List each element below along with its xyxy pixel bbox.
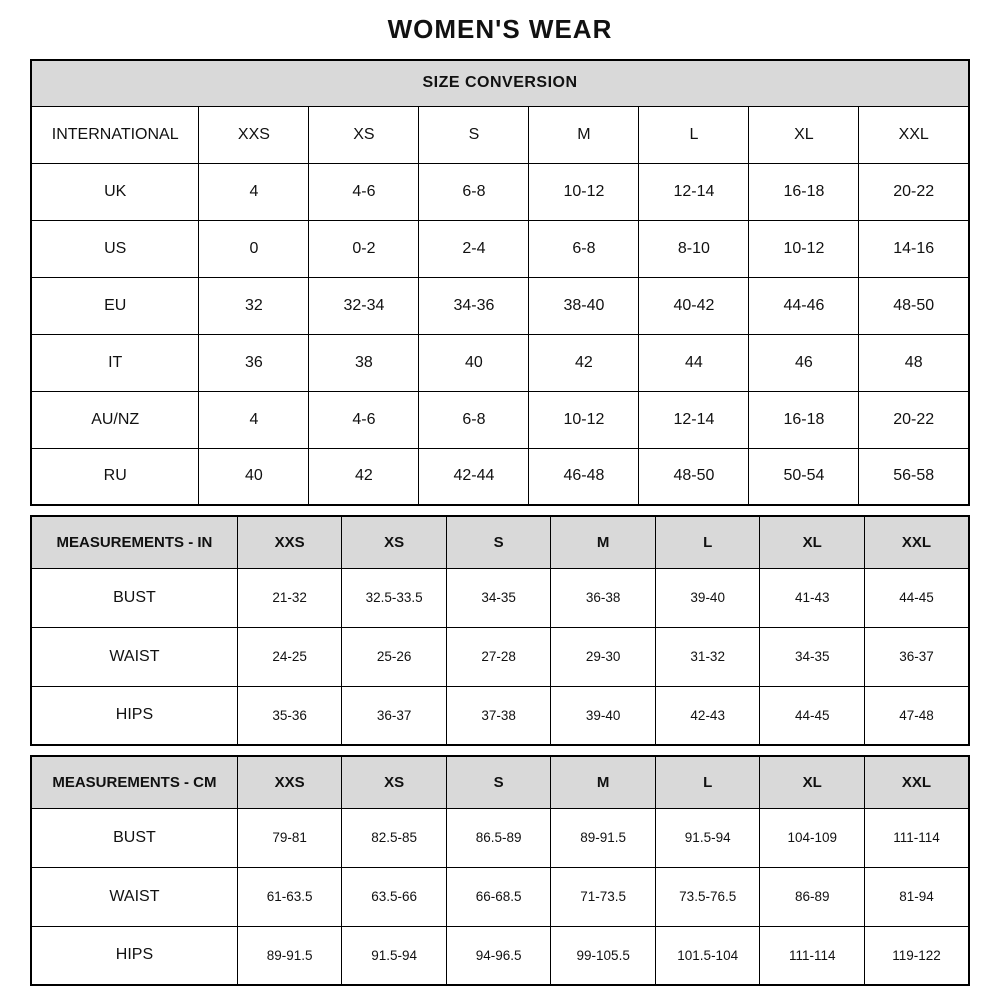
measurements-cm-title: MEASUREMENTS - CM <box>31 756 237 808</box>
table-row-waist-in <box>31 627 969 686</box>
table-row-ru <box>31 448 969 505</box>
measure-cell: 44-45 <box>760 686 865 745</box>
row-label: HIPS <box>31 926 237 985</box>
header-cell: INTERNATIONAL <box>31 106 199 163</box>
row-label: WAIST <box>31 867 237 926</box>
table-row-us <box>31 220 969 277</box>
measure-cell: 104-109 <box>760 808 865 867</box>
table-header-row <box>31 516 969 568</box>
measure-cell: 63.5-66 <box>342 867 447 926</box>
table-row-uk <box>31 163 969 220</box>
size-cell: 12-14 <box>639 391 749 448</box>
measurements-in-table <box>30 515 970 746</box>
table-header-row <box>31 106 969 163</box>
measure-cell: 44-45 <box>864 568 969 627</box>
size-cell: 6-8 <box>529 220 639 277</box>
measure-cell: 39-40 <box>551 686 656 745</box>
header-cell: XL <box>760 516 865 568</box>
size-cell: 48-50 <box>639 448 749 505</box>
header-cell: XXS <box>237 756 342 808</box>
size-cell: 48 <box>859 334 969 391</box>
size-cell: 50-54 <box>749 448 859 505</box>
measure-cell: 81-94 <box>864 867 969 926</box>
size-cell: 40 <box>199 448 309 505</box>
size-cell: 40 <box>419 334 529 391</box>
measure-cell: 101.5-104 <box>655 926 760 985</box>
measure-cell: 82.5-85 <box>342 808 447 867</box>
size-cell: 14-16 <box>859 220 969 277</box>
table-row-waist-cm <box>31 867 969 926</box>
header-cell: XS <box>342 756 447 808</box>
header-cell: S <box>419 106 529 163</box>
measure-cell: 86.5-89 <box>446 808 551 867</box>
header-cell: L <box>655 756 760 808</box>
size-cell: 6-8 <box>419 163 529 220</box>
row-label: RU <box>31 448 199 505</box>
measure-cell: 35-36 <box>237 686 342 745</box>
size-cell: 38-40 <box>529 277 639 334</box>
table-row-bust-in <box>31 568 969 627</box>
size-cell: 36 <box>199 334 309 391</box>
measurements-in-title: MEASUREMENTS - IN <box>31 516 237 568</box>
measure-cell: 73.5-76.5 <box>655 867 760 926</box>
size-conversion-title: SIZE CONVERSION <box>31 60 969 106</box>
header-cell: L <box>639 106 749 163</box>
row-label: HIPS <box>31 686 237 745</box>
size-cell: 42-44 <box>419 448 529 505</box>
measure-cell: 21-32 <box>237 568 342 627</box>
measure-cell: 24-25 <box>237 627 342 686</box>
size-cell: 20-22 <box>859 391 969 448</box>
size-cell: 8-10 <box>639 220 749 277</box>
table-row-hips-in <box>31 686 969 745</box>
measure-cell: 99-105.5 <box>551 926 656 985</box>
size-cell: 32 <box>199 277 309 334</box>
size-cell: 0-2 <box>309 220 419 277</box>
measure-cell: 61-63.5 <box>237 867 342 926</box>
measure-cell: 31-32 <box>655 627 760 686</box>
header-cell: XXL <box>859 106 969 163</box>
measure-cell: 36-38 <box>551 568 656 627</box>
size-cell: 10-12 <box>529 163 639 220</box>
size-cell: 42 <box>529 334 639 391</box>
row-label: IT <box>31 334 199 391</box>
header-cell: XL <box>749 106 859 163</box>
measure-cell: 91.5-94 <box>342 926 447 985</box>
header-cell: XXL <box>864 516 969 568</box>
row-label: UK <box>31 163 199 220</box>
size-cell: 4-6 <box>309 391 419 448</box>
measure-cell: 71-73.5 <box>551 867 656 926</box>
measure-cell: 36-37 <box>342 686 447 745</box>
header-cell: XS <box>342 516 447 568</box>
table-row-hips-cm <box>31 926 969 985</box>
measurements-cm-table <box>30 755 970 986</box>
measure-cell: 27-28 <box>446 627 551 686</box>
table-row-aunz <box>31 391 969 448</box>
measure-cell: 66-68.5 <box>446 867 551 926</box>
row-label: WAIST <box>31 627 237 686</box>
size-cell: 46-48 <box>529 448 639 505</box>
size-cell: 12-14 <box>639 163 749 220</box>
measure-cell: 37-38 <box>446 686 551 745</box>
size-cell: 20-22 <box>859 163 969 220</box>
size-cell: 2-4 <box>419 220 529 277</box>
measure-cell: 47-48 <box>864 686 969 745</box>
measure-cell: 111-114 <box>760 926 865 985</box>
header-cell: M <box>551 756 656 808</box>
header-cell: XL <box>760 756 865 808</box>
page-title: WOMEN'S WEAR <box>387 14 613 44</box>
size-cell: 4 <box>199 391 309 448</box>
size-cell: 48-50 <box>859 277 969 334</box>
size-cell: 10-12 <box>529 391 639 448</box>
measure-cell: 29-30 <box>551 627 656 686</box>
size-cell: 34-36 <box>419 277 529 334</box>
measure-cell: 34-35 <box>760 627 865 686</box>
row-label: BUST <box>31 568 237 627</box>
size-cell: 0 <box>199 220 309 277</box>
measure-cell: 42-43 <box>655 686 760 745</box>
header-cell: XXS <box>199 106 309 163</box>
size-cell: 40-42 <box>639 277 749 334</box>
table-row-eu <box>31 277 969 334</box>
table-row-it <box>31 334 969 391</box>
measure-cell: 39-40 <box>655 568 760 627</box>
table-title-row <box>31 60 969 106</box>
measure-cell: 32.5-33.5 <box>342 568 447 627</box>
header-cell: XXL <box>864 756 969 808</box>
measure-cell: 79-81 <box>237 808 342 867</box>
measure-cell: 36-37 <box>864 627 969 686</box>
size-cell: 4 <box>199 163 309 220</box>
header-cell: XXS <box>237 516 342 568</box>
header-cell: M <box>551 516 656 568</box>
size-cell: 10-12 <box>749 220 859 277</box>
header-cell: S <box>446 516 551 568</box>
size-cell: 32-34 <box>309 277 419 334</box>
header-cell: L <box>655 516 760 568</box>
header-cell: M <box>529 106 639 163</box>
size-cell: 46 <box>749 334 859 391</box>
size-cell: 44-46 <box>749 277 859 334</box>
size-cell: 38 <box>309 334 419 391</box>
row-label: US <box>31 220 199 277</box>
measure-cell: 25-26 <box>342 627 447 686</box>
size-cell: 4-6 <box>309 163 419 220</box>
size-cell: 16-18 <box>749 391 859 448</box>
measure-cell: 89-91.5 <box>237 926 342 985</box>
measure-cell: 34-35 <box>446 568 551 627</box>
size-cell: 56-58 <box>859 448 969 505</box>
measure-cell: 119-122 <box>864 926 969 985</box>
size-cell: 6-8 <box>419 391 529 448</box>
measure-cell: 41-43 <box>760 568 865 627</box>
header-cell: S <box>446 756 551 808</box>
size-cell: 42 <box>309 448 419 505</box>
measure-cell: 94-96.5 <box>446 926 551 985</box>
table-header-row <box>31 756 969 808</box>
measure-cell: 89-91.5 <box>551 808 656 867</box>
row-label: AU/NZ <box>31 391 199 448</box>
row-label: BUST <box>31 808 237 867</box>
table-row-bust-cm <box>31 808 969 867</box>
header-cell: XS <box>309 106 419 163</box>
size-cell: 44 <box>639 334 749 391</box>
size-cell: 16-18 <box>749 163 859 220</box>
size-conversion-table <box>30 59 970 506</box>
row-label: EU <box>31 277 199 334</box>
measure-cell: 111-114 <box>864 808 969 867</box>
measure-cell: 91.5-94 <box>655 808 760 867</box>
measure-cell: 86-89 <box>760 867 865 926</box>
